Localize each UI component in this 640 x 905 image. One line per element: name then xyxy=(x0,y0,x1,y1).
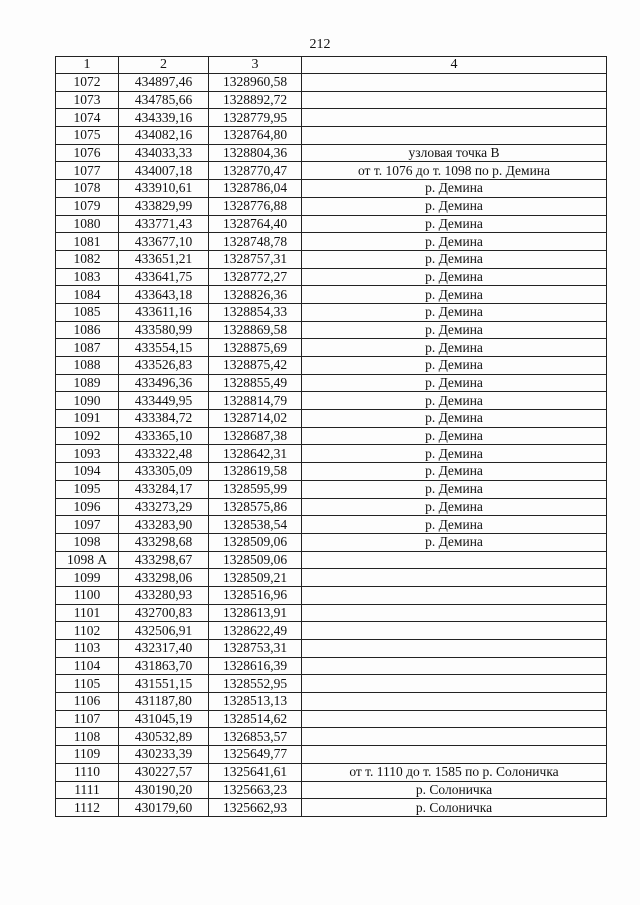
cell-point-number: 1112 xyxy=(56,799,119,817)
cell-description: р. Демина xyxy=(302,357,607,375)
cell-y: 1328513,13 xyxy=(209,693,302,711)
cell-point-number: 1089 xyxy=(56,374,119,392)
cell-y: 1325641,61 xyxy=(209,763,302,781)
cell-y: 1328748,78 xyxy=(209,233,302,251)
cell-x: 434897,46 xyxy=(119,74,209,92)
cell-x: 430190,20 xyxy=(119,781,209,799)
cell-x: 433305,09 xyxy=(119,463,209,481)
cell-description xyxy=(302,586,607,604)
cell-point-number: 1074 xyxy=(56,109,119,127)
cell-point-number: 1108 xyxy=(56,728,119,746)
cell-point-number: 1098 xyxy=(56,533,119,551)
cell-x: 433298,68 xyxy=(119,533,209,551)
table-row xyxy=(56,693,607,711)
cell-point-number: 1110 xyxy=(56,763,119,781)
table-row xyxy=(56,74,607,92)
cell-point-number: 1096 xyxy=(56,498,119,516)
table-row xyxy=(56,498,607,516)
table-row xyxy=(56,392,607,410)
cell-x: 434339,16 xyxy=(119,109,209,127)
cell-x: 431187,80 xyxy=(119,693,209,711)
cell-description xyxy=(302,569,607,587)
cell-point-number: 1072 xyxy=(56,74,119,92)
cell-description: р. Солоничка xyxy=(302,799,607,817)
cell-y: 1328616,39 xyxy=(209,657,302,675)
table-row xyxy=(56,215,607,233)
cell-x: 433910,61 xyxy=(119,180,209,198)
table-row xyxy=(56,551,607,569)
cell-description: р. Демина xyxy=(302,516,607,534)
cell-y: 1328757,31 xyxy=(209,250,302,268)
cell-description: р. Демина xyxy=(302,286,607,304)
cell-point-number: 1075 xyxy=(56,127,119,145)
cell-description: от т. 1110 до т. 1585 по р. Солоничка xyxy=(302,763,607,781)
cell-y: 1325663,23 xyxy=(209,781,302,799)
cell-description: р. Демина xyxy=(302,445,607,463)
table-row xyxy=(56,657,607,675)
coordinates-table xyxy=(55,56,607,817)
cell-x: 433322,48 xyxy=(119,445,209,463)
cell-point-number: 1098 А xyxy=(56,551,119,569)
table-row xyxy=(56,144,607,162)
table-row xyxy=(56,640,607,658)
cell-x: 433284,17 xyxy=(119,480,209,498)
cell-description: р. Демина xyxy=(302,463,607,481)
cell-point-number: 1084 xyxy=(56,286,119,304)
cell-point-number: 1099 xyxy=(56,569,119,587)
table-body xyxy=(56,74,607,817)
cell-point-number: 1079 xyxy=(56,197,119,215)
cell-description: р. Демина xyxy=(302,410,607,428)
cell-x: 434785,66 xyxy=(119,91,209,109)
cell-y: 1328804,36 xyxy=(209,144,302,162)
table-row xyxy=(56,728,607,746)
cell-y: 1328770,47 xyxy=(209,162,302,180)
cell-x: 431551,15 xyxy=(119,675,209,693)
table-row xyxy=(56,357,607,375)
cell-point-number: 1092 xyxy=(56,427,119,445)
cell-x: 433283,90 xyxy=(119,516,209,534)
header-cell-y: 3 xyxy=(209,57,302,74)
cell-point-number: 1102 xyxy=(56,622,119,640)
cell-description: р. Демина xyxy=(302,480,607,498)
cell-y: 1328514,62 xyxy=(209,710,302,728)
cell-point-number: 1082 xyxy=(56,250,119,268)
table-row xyxy=(56,799,607,817)
table-row xyxy=(56,569,607,587)
cell-description xyxy=(302,746,607,764)
cell-y: 1328613,91 xyxy=(209,604,302,622)
cell-x: 433651,21 xyxy=(119,250,209,268)
cell-description xyxy=(302,640,607,658)
cell-point-number: 1097 xyxy=(56,516,119,534)
header-cell-description: 4 xyxy=(302,57,607,74)
table-row xyxy=(56,127,607,145)
table-row xyxy=(56,763,607,781)
cell-description: р. Демина xyxy=(302,321,607,339)
cell-x: 431863,70 xyxy=(119,657,209,675)
cell-y: 1328687,38 xyxy=(209,427,302,445)
cell-y: 1328892,72 xyxy=(209,91,302,109)
table-row xyxy=(56,321,607,339)
cell-x: 433771,43 xyxy=(119,215,209,233)
cell-description xyxy=(302,91,607,109)
table-row xyxy=(56,516,607,534)
cell-y: 1328619,58 xyxy=(209,463,302,481)
header-cell-x: 2 xyxy=(119,57,209,74)
cell-description: р. Демина xyxy=(302,392,607,410)
table-row xyxy=(56,268,607,286)
table-row xyxy=(56,197,607,215)
cell-point-number: 1100 xyxy=(56,586,119,604)
cell-x: 432317,40 xyxy=(119,640,209,658)
table-row xyxy=(56,339,607,357)
cell-point-number: 1086 xyxy=(56,321,119,339)
cell-point-number: 1077 xyxy=(56,162,119,180)
cell-description xyxy=(302,604,607,622)
cell-point-number: 1080 xyxy=(56,215,119,233)
cell-description: р. Демина xyxy=(302,197,607,215)
cell-y: 1328509,21 xyxy=(209,569,302,587)
cell-point-number: 1088 xyxy=(56,357,119,375)
cell-x: 433526,83 xyxy=(119,357,209,375)
cell-y: 1328776,88 xyxy=(209,197,302,215)
cell-point-number: 1111 xyxy=(56,781,119,799)
cell-x: 434007,18 xyxy=(119,162,209,180)
cell-y: 1328855,49 xyxy=(209,374,302,392)
cell-description xyxy=(302,127,607,145)
table-row xyxy=(56,675,607,693)
cell-y: 1328875,69 xyxy=(209,339,302,357)
cell-point-number: 1083 xyxy=(56,268,119,286)
cell-description: р. Демина xyxy=(302,250,607,268)
cell-x: 433384,72 xyxy=(119,410,209,428)
cell-point-number: 1085 xyxy=(56,303,119,321)
cell-description xyxy=(302,657,607,675)
table-row xyxy=(56,91,607,109)
cell-y: 1328509,06 xyxy=(209,551,302,569)
cell-y: 1328779,95 xyxy=(209,109,302,127)
cell-description: р. Демина xyxy=(302,374,607,392)
header-row xyxy=(56,57,607,74)
table-row xyxy=(56,303,607,321)
cell-x: 430227,57 xyxy=(119,763,209,781)
table-row xyxy=(56,445,607,463)
cell-y: 1328875,42 xyxy=(209,357,302,375)
cell-y: 1328642,31 xyxy=(209,445,302,463)
table-row xyxy=(56,427,607,445)
cell-y: 1328786,04 xyxy=(209,180,302,198)
cell-description xyxy=(302,109,607,127)
cell-y: 1328854,33 xyxy=(209,303,302,321)
cell-y: 1328960,58 xyxy=(209,74,302,92)
cell-x: 433611,16 xyxy=(119,303,209,321)
cell-description: р. Демина xyxy=(302,533,607,551)
table-row xyxy=(56,180,607,198)
cell-point-number: 1105 xyxy=(56,675,119,693)
cell-x: 434033,33 xyxy=(119,144,209,162)
table-row xyxy=(56,286,607,304)
cell-y: 1328764,40 xyxy=(209,215,302,233)
cell-x: 433643,18 xyxy=(119,286,209,304)
cell-description xyxy=(302,693,607,711)
cell-x: 433298,67 xyxy=(119,551,209,569)
cell-x: 430233,39 xyxy=(119,746,209,764)
cell-y: 1328826,36 xyxy=(209,286,302,304)
cell-y: 1328814,79 xyxy=(209,392,302,410)
table-row xyxy=(56,746,607,764)
table-row xyxy=(56,533,607,551)
cell-y: 1328772,27 xyxy=(209,268,302,286)
cell-y: 1328538,54 xyxy=(209,516,302,534)
cell-description: р. Демина xyxy=(302,303,607,321)
cell-point-number: 1109 xyxy=(56,746,119,764)
cell-y: 1328575,86 xyxy=(209,498,302,516)
cell-y: 1325662,93 xyxy=(209,799,302,817)
cell-point-number: 1081 xyxy=(56,233,119,251)
cell-point-number: 1076 xyxy=(56,144,119,162)
table-row xyxy=(56,250,607,268)
table-row xyxy=(56,586,607,604)
cell-x: 430532,89 xyxy=(119,728,209,746)
table-row xyxy=(56,781,607,799)
table-row xyxy=(56,710,607,728)
table-row xyxy=(56,233,607,251)
cell-description xyxy=(302,622,607,640)
cell-x: 433365,10 xyxy=(119,427,209,445)
cell-description: р. Демина xyxy=(302,180,607,198)
cell-x: 433280,93 xyxy=(119,586,209,604)
cell-x: 433677,10 xyxy=(119,233,209,251)
cell-x: 434082,16 xyxy=(119,127,209,145)
cell-x: 430179,60 xyxy=(119,799,209,817)
cell-x: 433273,29 xyxy=(119,498,209,516)
table-row xyxy=(56,374,607,392)
cell-description xyxy=(302,74,607,92)
cell-description: р. Демина xyxy=(302,215,607,233)
cell-point-number: 1095 xyxy=(56,480,119,498)
cell-y: 1328595,99 xyxy=(209,480,302,498)
cell-x: 432700,83 xyxy=(119,604,209,622)
table-row xyxy=(56,480,607,498)
cell-description xyxy=(302,710,607,728)
cell-y: 1325649,77 xyxy=(209,746,302,764)
cell-description: р. Солоничка xyxy=(302,781,607,799)
cell-description: узловая точка В xyxy=(302,144,607,162)
cell-point-number: 1107 xyxy=(56,710,119,728)
cell-y: 1326853,57 xyxy=(209,728,302,746)
cell-x: 433580,99 xyxy=(119,321,209,339)
cell-x: 431045,19 xyxy=(119,710,209,728)
cell-y: 1328714,02 xyxy=(209,410,302,428)
cell-description: р. Демина xyxy=(302,233,607,251)
cell-point-number: 1073 xyxy=(56,91,119,109)
table-row xyxy=(56,410,607,428)
cell-y: 1328509,06 xyxy=(209,533,302,551)
cell-description: р. Демина xyxy=(302,268,607,286)
cell-x: 433641,75 xyxy=(119,268,209,286)
cell-x: 432506,91 xyxy=(119,622,209,640)
cell-point-number: 1078 xyxy=(56,180,119,198)
cell-x: 433449,95 xyxy=(119,392,209,410)
cell-x: 433298,06 xyxy=(119,569,209,587)
cell-point-number: 1101 xyxy=(56,604,119,622)
cell-point-number: 1106 xyxy=(56,693,119,711)
cell-description xyxy=(302,675,607,693)
cell-y: 1328622,49 xyxy=(209,622,302,640)
cell-point-number: 1093 xyxy=(56,445,119,463)
cell-y: 1328552,95 xyxy=(209,675,302,693)
cell-description xyxy=(302,551,607,569)
cell-description: р. Демина xyxy=(302,498,607,516)
cell-y: 1328753,31 xyxy=(209,640,302,658)
cell-description: от т. 1076 до т. 1098 по р. Демина xyxy=(302,162,607,180)
page-number: 212 xyxy=(309,37,331,52)
cell-point-number: 1103 xyxy=(56,640,119,658)
cell-x: 433829,99 xyxy=(119,197,209,215)
cell-point-number: 1091 xyxy=(56,410,119,428)
cell-point-number: 1087 xyxy=(56,339,119,357)
header-cell-point-number: 1 xyxy=(56,57,119,74)
cell-description: р. Демина xyxy=(302,339,607,357)
cell-x: 433496,36 xyxy=(119,374,209,392)
table-row xyxy=(56,622,607,640)
table-row xyxy=(56,162,607,180)
cell-point-number: 1094 xyxy=(56,463,119,481)
cell-x: 433554,15 xyxy=(119,339,209,357)
table-row xyxy=(56,109,607,127)
cell-y: 1328764,80 xyxy=(209,127,302,145)
cell-point-number: 1090 xyxy=(56,392,119,410)
cell-y: 1328869,58 xyxy=(209,321,302,339)
table-row xyxy=(56,463,607,481)
cell-description: р. Демина xyxy=(302,427,607,445)
cell-y: 1328516,96 xyxy=(209,586,302,604)
cell-point-number: 1104 xyxy=(56,657,119,675)
table-row xyxy=(56,604,607,622)
cell-description xyxy=(302,728,607,746)
